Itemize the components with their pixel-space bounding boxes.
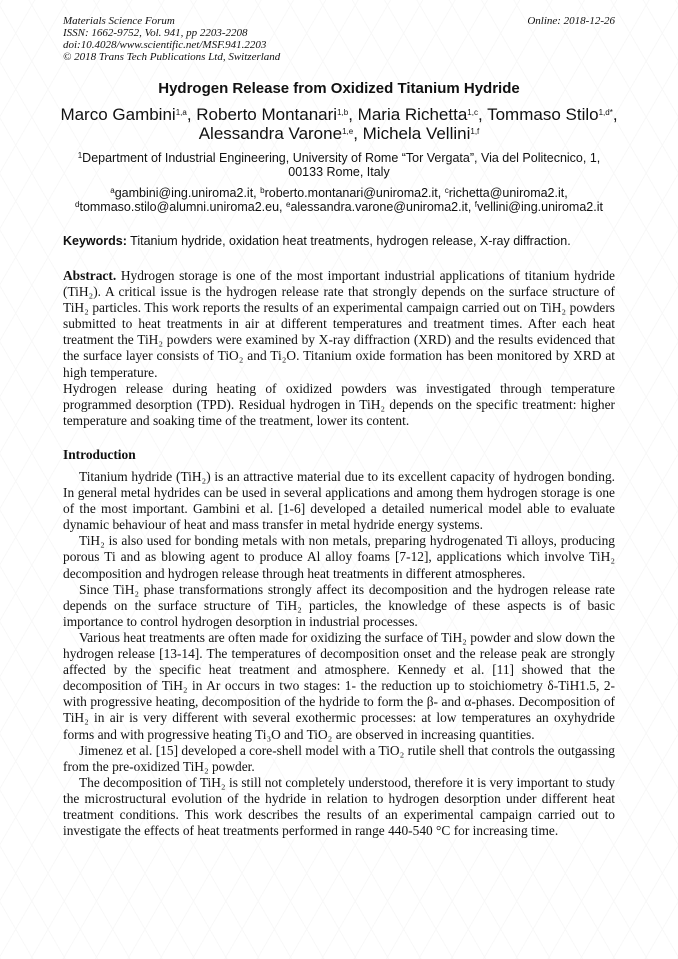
author: Michela Vellini$^{1,f}$ [362,124,480,143]
journal-name: Materials Science Forum [63,15,175,27]
email[interactable]: $^d$tommaso.stilo@alumni.uniroma2.eu, [75,200,286,214]
keywords [63,234,571,248]
paragraph: Various heat treatments are often made for oxidizing the surface of TiH₂ powder and slow down the hydrogen release [13-14]. The temperatures of decomposition onset and the release peak are strongly affected by the specific heat treatment and atmosphere. Kennedy et al. [11] showed that the decomposition of TiH₂ in Ar occurs in two stages: 1- the reduction up to stoichiometry δ-TiH1.5, 2- with progressive heating, decomposition of the hydride to form the β- and α-phases. Decomposition of TiH₂ in air is very different with several exothermic processes: at low temperatures an oxyhydride forms and with progressive heating Ti₃O and TiO₂ are observed in increasing quantities. [63,629,615,742]
email[interactable]: $^e$alessandra.varone@uniroma2.it, [286,200,475,214]
paragraph: TiH₂ is also used for bonding metals with non metals, preparing hydrogenated Ti alloys, producing porous Ti and as blowing agent to produce Al alloy foams [7-12], applications which involve TiH₂ decomposition and hydrogen release through heat treatments in different atmospheres. [63,533,615,581]
online-date: Online: 2018-12-26 [527,15,615,27]
abstract [63,268,615,429]
keywords-text: Titanium hydride, oxidation heat treatments, hydrogen release, X-ray diffraction. [126,234,571,248]
abstract-paragraph: Hydrogen release during heating of oxidized powders was investigated through temperature programmed desorption (TPD). Residual hydrogen in TiH₂ depends on the specific treatment: higher temperature and soaking time of the treatment, lower its content. [63,380,615,428]
paragraph: The decomposition of TiH₂ is still not completely understood, therefore it is very important to study the microstructural evolution of the hydride in relation to hydrogen desorption under different heat treatment conditions. This work describes the results of an experimental campaign carried out to investigate the effects of heat treatments performed in range 440-540 °C for increasing time. [63,774,615,839]
abstract-paragraph: Abstract. Hydrogen storage is one of the most important industrial applications of titanium hydride (TiH₂). A critical issue is the hydrogen release rate that strongly depends on the surface structure of TiH₂ particles. This work reports the results of an experimental campaign carried out on TiH₂ powders submitted to heat treatments in air at different temperatures and treatment times. After each heat treatment the TiH₂ powders were examined by X-ray diffraction (XRD) and the results evidenced that the surface layer consists of TiO₂ and Ti₂O. Titanium oxide formation has been monitored by XRD at high temperature. [63,268,615,380]
author: Maria Richetta$^{1,c}$, [357,105,488,124]
author: Alessandra Varone$^{1,e}$, [198,124,363,143]
paper-title: Hydrogen Release from Oxidized Titanium Hydride [158,80,520,97]
introduction-body [63,469,615,839]
paragraph: Jimenez et al. [15] developed a core-shell model with a TiO₂ rutile shell that controls the outgassing from the pre-oxidized TiH₂ powder. [63,742,615,774]
author: Marco Gambini$^{1,a}$, [60,105,197,124]
journal-header [63,15,280,63]
author: Tommaso Stilo$^{1,d*}$, [487,105,618,124]
paragraph: Since TiH₂ phase transformations strongly affect its decomposition and the hydrogen release rate depends on the surface structure of TiH₂ particles, the knowledge of these aspects is of basic importance to control hydrogen desorption in industrial processes. [63,581,615,629]
author: Roberto Montanari$^{1,b}$, [196,105,358,124]
keywords-label: Keywords: [63,234,127,248]
issn: ISSN: 1662-9752, Vol. 941, pp 2203-2208 [63,27,248,39]
affiliation: $^1$Department of Industrial Engineering, University of Rome “Tor Vergata”, Via del Politecnico, 1, 00133 Rome, Italy [77,151,601,179]
email-list [40,186,638,214]
email[interactable]: $^a$gambini@ing.uniroma2.it, [110,186,261,200]
author-list [40,105,638,143]
copyright: © 2018 Trans Tech Publications Ltd, Switzerland [63,51,281,63]
email[interactable]: $^c$richetta@uniroma2.it, [444,186,568,200]
doi: doi:10.4028/www.scientific.net/MSF.941.2203 [63,39,267,51]
email[interactable]: $^b$roberto.montanari@uniroma2.it, [260,186,445,200]
email[interactable]: $^f$vellini@ing.uniroma2.it [474,200,603,214]
paragraph: Titanium hydride (TiH₂) is an attractive material due to its excellent capacity of hydrogen bonding. In general metal hydrides can be used in several applications and among them hydrogen storage is one of the most important. Gambini et al. [1-6] developed a detailed numerical model able to evaluate dynamic behaviour of heat and mass transfer in metal hydride energy systems. [63,469,615,533]
section-heading: Introduction [63,447,136,462]
